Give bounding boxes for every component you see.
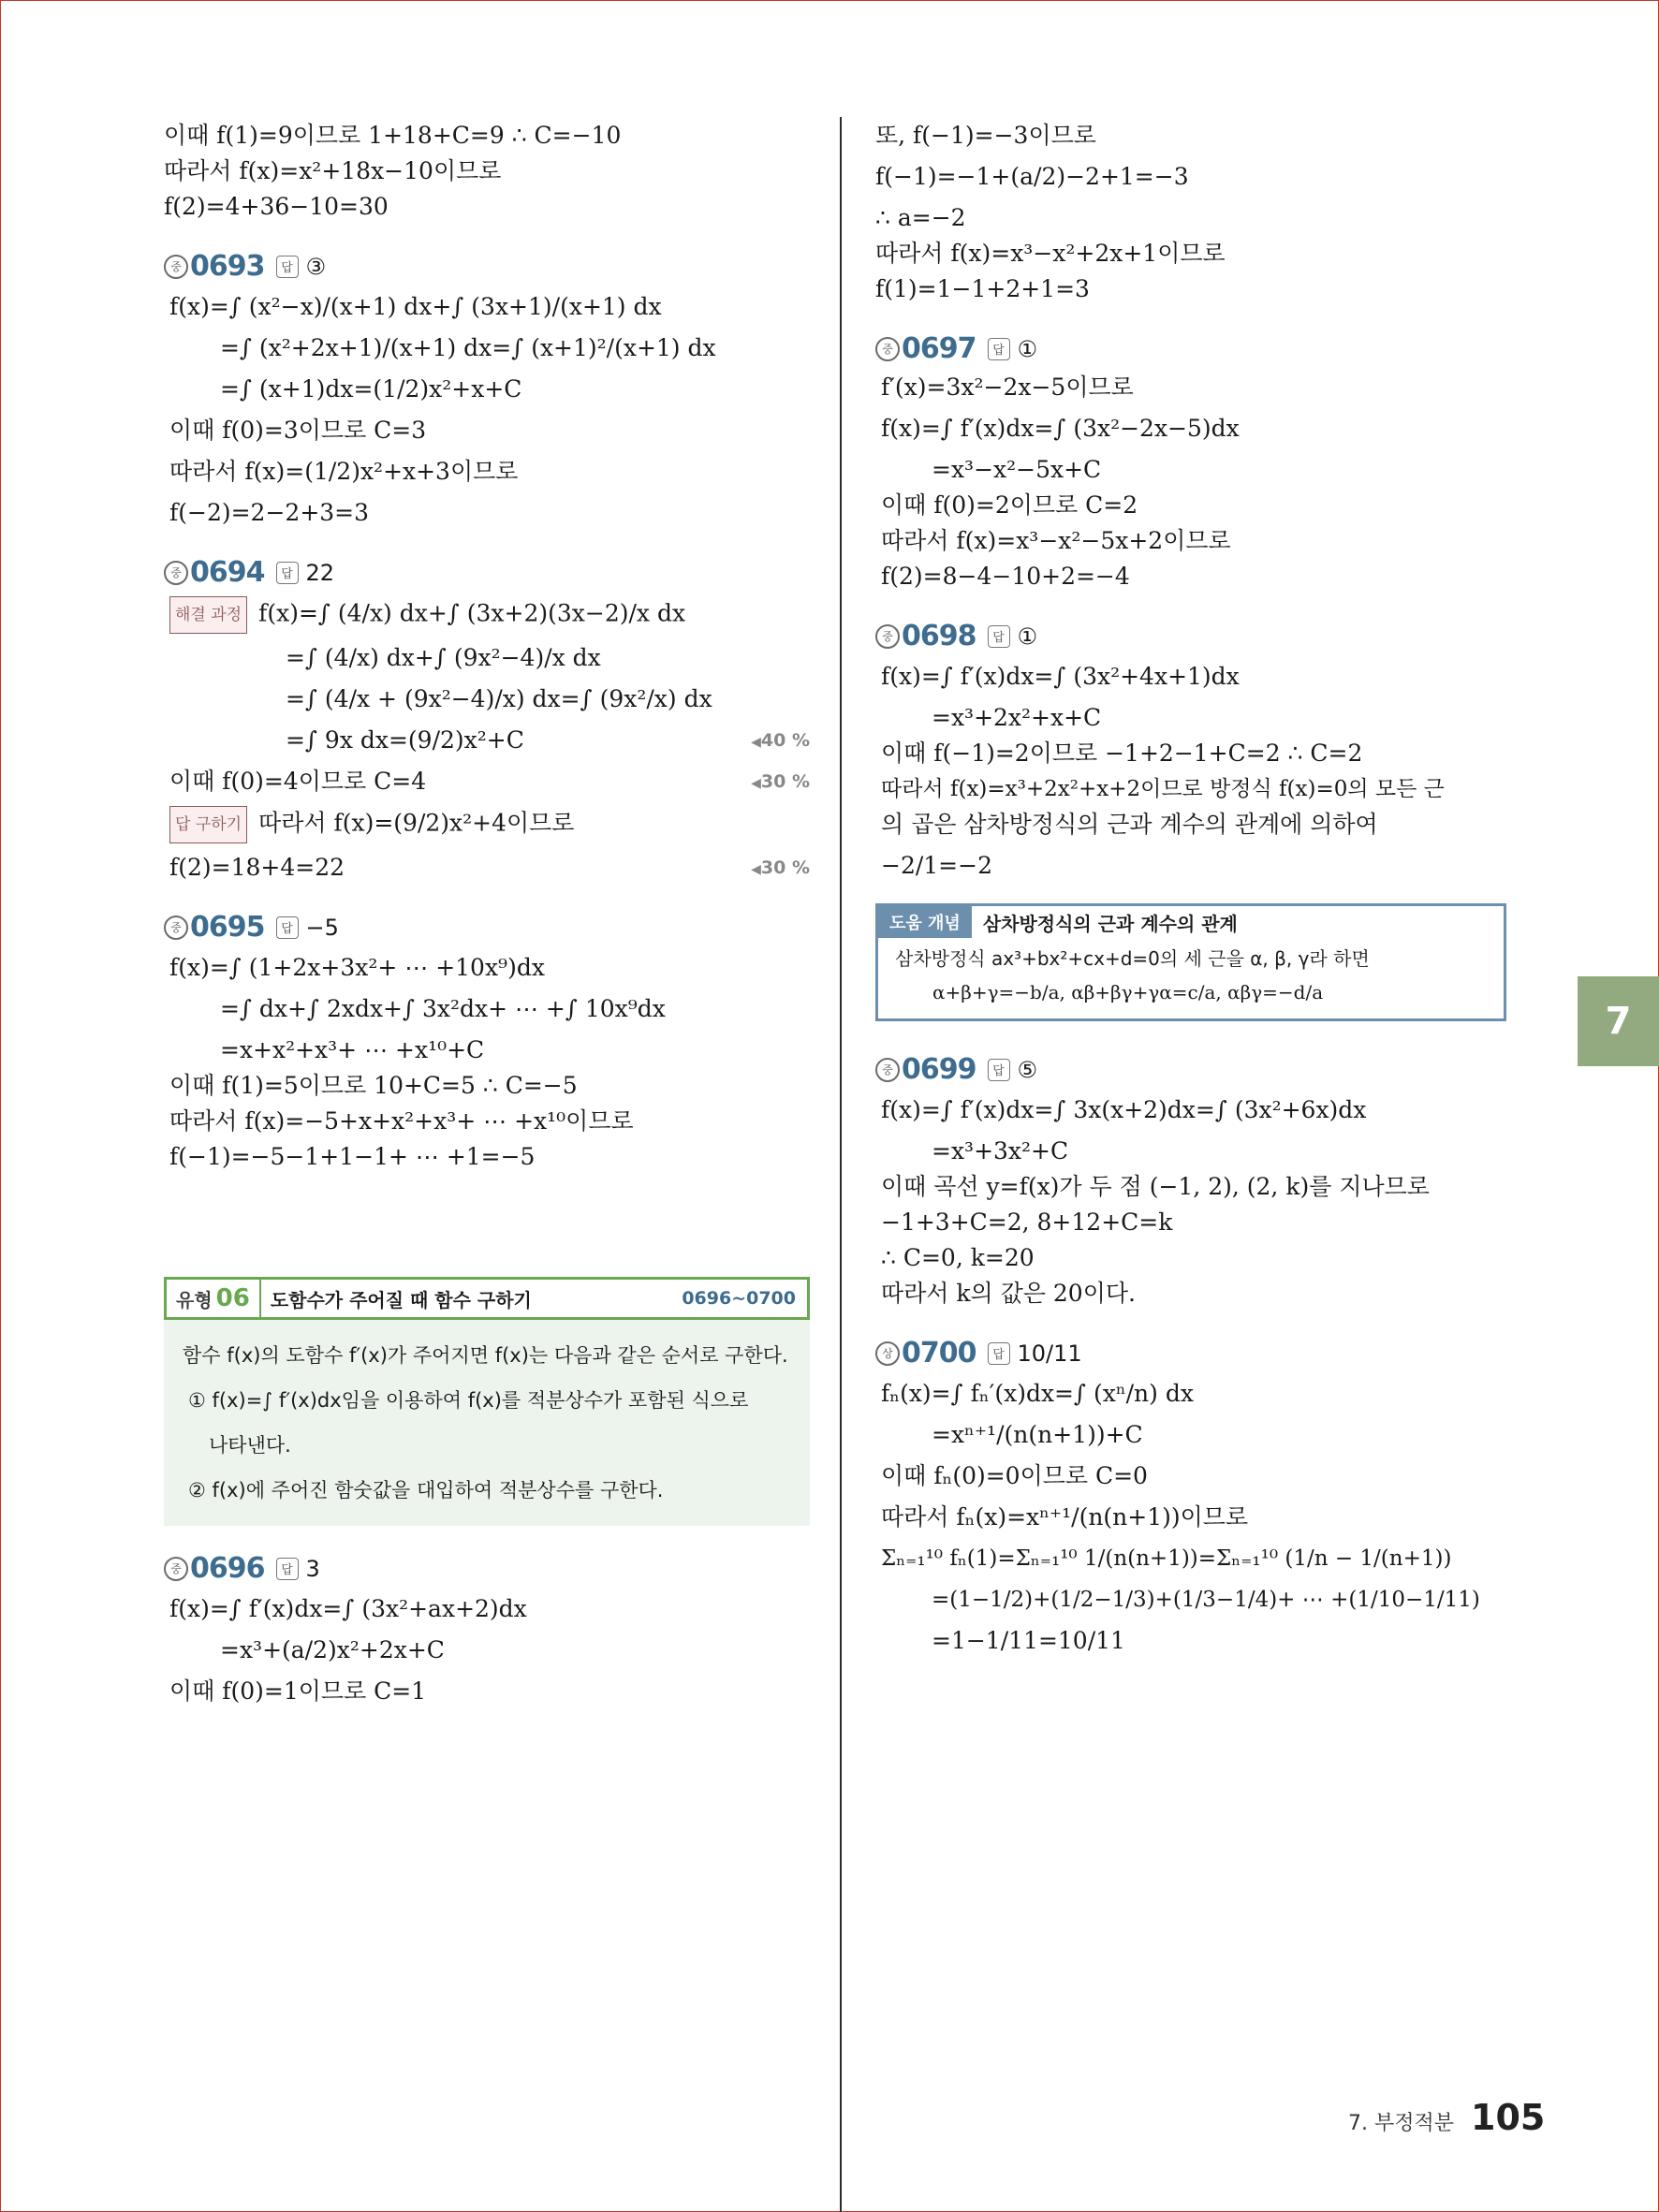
solution-line: ∴ a=−2 [875,204,966,231]
solution-line: f(2)=4+36−10=30 [164,193,389,220]
concept-body [878,938,1504,1018]
difficulty-badge: 중 [164,561,188,585]
concept-formula: α+β+γ=−b/a, αβ+βγ+γα=c/a, αβγ=−d/a [932,981,1324,1003]
page-footer [1348,2097,1545,2138]
solution-line: 이때 f(1)=5이므로 10+C=5 ∴ C=−5 [169,1072,578,1099]
answer-value: ① [1017,623,1038,650]
solution-line: =(1−1/2)+(1/2−1/3)+(1/3−1/4)+ ⋯ +(1/10−1/11) [932,1588,1480,1612]
solution-text: 이때 f(0)=4이므로 C=4 [169,768,427,795]
problem-number: 0693 [190,250,265,283]
type-desc-line: 나타낸다. [209,1434,291,1457]
type-label [167,1280,261,1317]
solution-line: 이때 f(0)=2이므로 C=2 [881,491,1138,519]
answer-value: 22 [305,559,335,586]
problem-number: 0695 [190,911,265,944]
footer-chapter: 7. 부정적분 [1348,2112,1454,2135]
solution-text: =∫ 9x dx=(9/2)x²+C [286,726,524,754]
chapter-side-tab: 7 [1578,976,1659,1066]
solution-line: =x³−x²−5x+C [932,456,1102,483]
problem-header-0694 [164,556,810,589]
type-number: 06 [215,1284,250,1312]
answer-label: 답 [276,916,299,939]
solution-line: =x³+3x²+C [932,1137,1069,1165]
solution-line: 따라서 f(x)=x³−x²−5x+2이므로 [881,527,1231,554]
solution-line: 이때 f(0)=3이므로 C=3 [169,417,427,444]
problem-header-0697 [875,332,1512,365]
solution-line: f(x)=∫ (x²−x)/(x+1) dx+∫ (3x+1)/(x+1) dx [169,293,662,320]
difficulty-badge: 중 [875,624,900,649]
left-column [164,117,810,1710]
concept-title: 삼차방정식의 근과 계수의 관계 [982,912,1238,935]
solution-line: f(−1)=−5−1+1−1+ ⋯ +1=−5 [169,1143,536,1170]
type-description [164,1320,810,1526]
problem-number: 0700 [902,1337,976,1370]
answer-label: 답 [276,1558,299,1580]
concept-line: 삼차방정식 ax³+bx²+cx+d=0의 세 근을 α, β, γ라 하면 [895,947,1370,970]
score-percent: ◀ 30 % [751,851,810,886]
solution-line: 이때 f(−1)=2이므로 −1+2−1+C=2 ∴ C=2 [881,740,1363,767]
difficulty-badge: 중 [164,255,188,279]
solution-line: =∫ (4/x + (9x²−4)/x) dx=∫ (9x²/x) dx [286,685,712,712]
solution-line: =x³+2x²+x+C [932,704,1102,731]
type-desc-line: ② f(x)에 주어진 함숫값을 대입하여 적분상수를 구한다. [188,1479,664,1502]
type-desc-line: ① f(x)=∫ f′(x)dx임을 이용하여 f(x)를 적분상수가 포함된 식으로 [188,1389,749,1412]
solution-line-scored [164,765,810,798]
type-label-text: 유형 [176,1288,213,1311]
solution-line: 또, f(−1)=−3이므로 [875,122,1096,149]
answer-label: 답 [276,256,299,278]
answer-label: 답 [988,338,1010,360]
problem-number: 0697 [902,332,976,365]
solution-line: 따라서 f(x)=x³−x²+2x+1이므로 [875,240,1226,267]
solution-text: 따라서 f(x)=(9/2)x²+4이므로 [258,809,575,837]
answer-value: ③ [305,253,327,280]
solution-line: 이때 f(0)=1이므로 C=1 [169,1677,427,1705]
solution-line: f′(x)=3x²−2x−5이므로 [881,374,1134,401]
page-number: 105 [1471,2097,1546,2138]
score-percent: ◀ 30 % [751,765,810,800]
score-percent: ◀ 40 % [751,724,810,759]
problem-number: 0694 [190,556,265,589]
difficulty-badge: 중 [875,337,900,361]
solution-line: =∫ (4/x) dx+∫ (9x²−4)/x dx [286,644,601,671]
solution-line-scored [164,724,810,757]
solution-line: Σₙ₌₁¹⁰ fₙ(1)=Σₙ₌₁¹⁰ 1/(n(n+1))=Σₙ₌₁¹⁰ (1/n − 1/(n+1)) [881,1546,1452,1571]
solution-line: 따라서 f(x)=x²+18x−10이므로 [164,157,502,184]
solution-line: f(x)=∫ f′(x)dx=∫ (3x²−2x−5)dx [881,415,1240,442]
solution-line: 이때 fₙ(0)=0이므로 C=0 [881,1462,1148,1489]
difficulty-badge: 상 [875,1341,900,1366]
solution-line: =xⁿ⁺¹/(n(n+1))+C [932,1421,1143,1448]
solution-line: ∴ C=0, k=20 [881,1244,1035,1271]
answer-value: 10/11 [1017,1340,1082,1367]
difficulty-badge: 중 [164,916,188,940]
solution-line: −2/1=−2 [881,852,992,879]
problem-header-0696 [164,1552,810,1585]
problem-header-0699 [875,1053,1512,1086]
solution-text: f(x)=∫ (4/x) dx+∫ (3x+2)(3x−2)/x dx [258,599,686,627]
answer-label: 답 [988,625,1010,648]
solution-line: f(−1)=−1+(a/2)−2+1=−3 [875,163,1189,190]
solution-line: f(1)=1−1+2+1=3 [875,275,1090,302]
solution-line: 따라서 f(x)=(1/2)x²+x+3이므로 [169,458,519,485]
answer-value: −5 [305,914,339,941]
problem-header-0700 [875,1337,1512,1370]
solution-line: 이때 f(1)=9이므로 1+18+C=9 ∴ C=−10 [164,122,622,149]
concept-header [878,906,1504,938]
answer-value: 3 [305,1555,320,1582]
solution-line: 따라서 fₙ(x)=xⁿ⁺¹/(n(n+1))이므로 [881,1503,1249,1531]
step-tag-answer: 답 구하기 [169,806,247,843]
solution-line-with-tag [164,596,810,634]
type-title: 도함수가 주어질 때 함수 구하기 [270,1288,532,1311]
solution-line: fₙ(x)=∫ fₙ′(x)dx=∫ (xⁿ/n) dx [881,1380,1194,1407]
solution-line: f(2)=8−4−10+2=−4 [881,563,1130,590]
answer-value: ① [1017,335,1038,362]
concept-box [875,903,1506,1021]
answer-label: 답 [988,1342,1010,1365]
solution-line: =∫ dx+∫ 2xdx+∫ 3x²dx+ ⋯ +∫ 10x⁹dx [220,995,666,1022]
concept-tag: 도움 개념 [878,906,972,938]
problem-header-0698 [875,620,1512,652]
solution-line: =∫ (x²+2x+1)/(x+1) dx=∫ (x+1)²/(x+1) dx [220,334,716,361]
step-tag-solve: 해결 과정 [169,596,247,634]
solution-line: −1+3+C=2, 8+12+C=k [881,1209,1173,1236]
difficulty-badge: 중 [875,1058,900,1082]
type-problem-range: 0696~0700 [682,1288,796,1309]
solution-line: f(x)=∫ f′(x)dx=∫ (3x²+4x+1)dx [881,663,1240,690]
answer-label: 답 [988,1059,1010,1081]
solution-line: 따라서 k의 값은 20이다. [881,1280,1136,1307]
type-desc-line: 함수 f(x)의 도함수 f′(x)가 주어지면 f(x)는 다음과 같은 순서로 구한다. [183,1344,788,1367]
answer-label: 답 [276,562,299,584]
solution-line: =x³+(a/2)x²+2x+C [220,1636,445,1663]
solution-line: f(x)=∫ f′(x)dx=∫ 3x(x+2)dx=∫ (3x²+6x)dx [881,1096,1367,1123]
problem-header-0693 [164,250,810,283]
problem-number: 0699 [902,1053,976,1086]
column-divider [840,117,842,2212]
solution-line: 의 곱은 삼차방정식의 근과 계수의 관계에 의하여 [881,811,1378,838]
solution-line-with-tag [164,806,810,843]
solution-line: =x+x²+x³+ ⋯ +x¹⁰+C [220,1036,485,1063]
difficulty-badge: 중 [164,1557,188,1581]
solution-line: 따라서 f(x)=x³+2x²+x+2이므로 방정식 f(x)=0의 모든 근 [881,777,1445,801]
solution-line: f(x)=∫ (1+2x+3x²+ ⋯ +10x⁹)dx [169,954,545,981]
solution-line: 따라서 f(x)=−5+x+x²+x³+ ⋯ +x¹⁰이므로 [169,1107,634,1135]
problem-number: 0696 [190,1552,265,1585]
right-column [875,117,1512,1665]
solution-line: 이때 곡선 y=f(x)가 두 점 (−1, 2), (2, k)를 지나므로 [881,1173,1430,1200]
solution-line: f(−2)=2−2+3=3 [169,499,370,526]
solution-line-scored [164,851,810,885]
solution-line: =1−1/11=10/11 [932,1627,1125,1654]
answer-value: ⑤ [1017,1056,1038,1083]
solution-line: f(x)=∫ f′(x)dx=∫ (3x²+ax+2)dx [169,1595,527,1622]
type-header-box [164,1277,810,1320]
problem-header-0695 [164,911,810,944]
problem-number: 0698 [902,620,976,652]
solution-text: f(2)=18+4=22 [169,854,345,881]
solution-line: =∫ (x+1)dx=(1/2)x²+x+C [220,375,522,403]
